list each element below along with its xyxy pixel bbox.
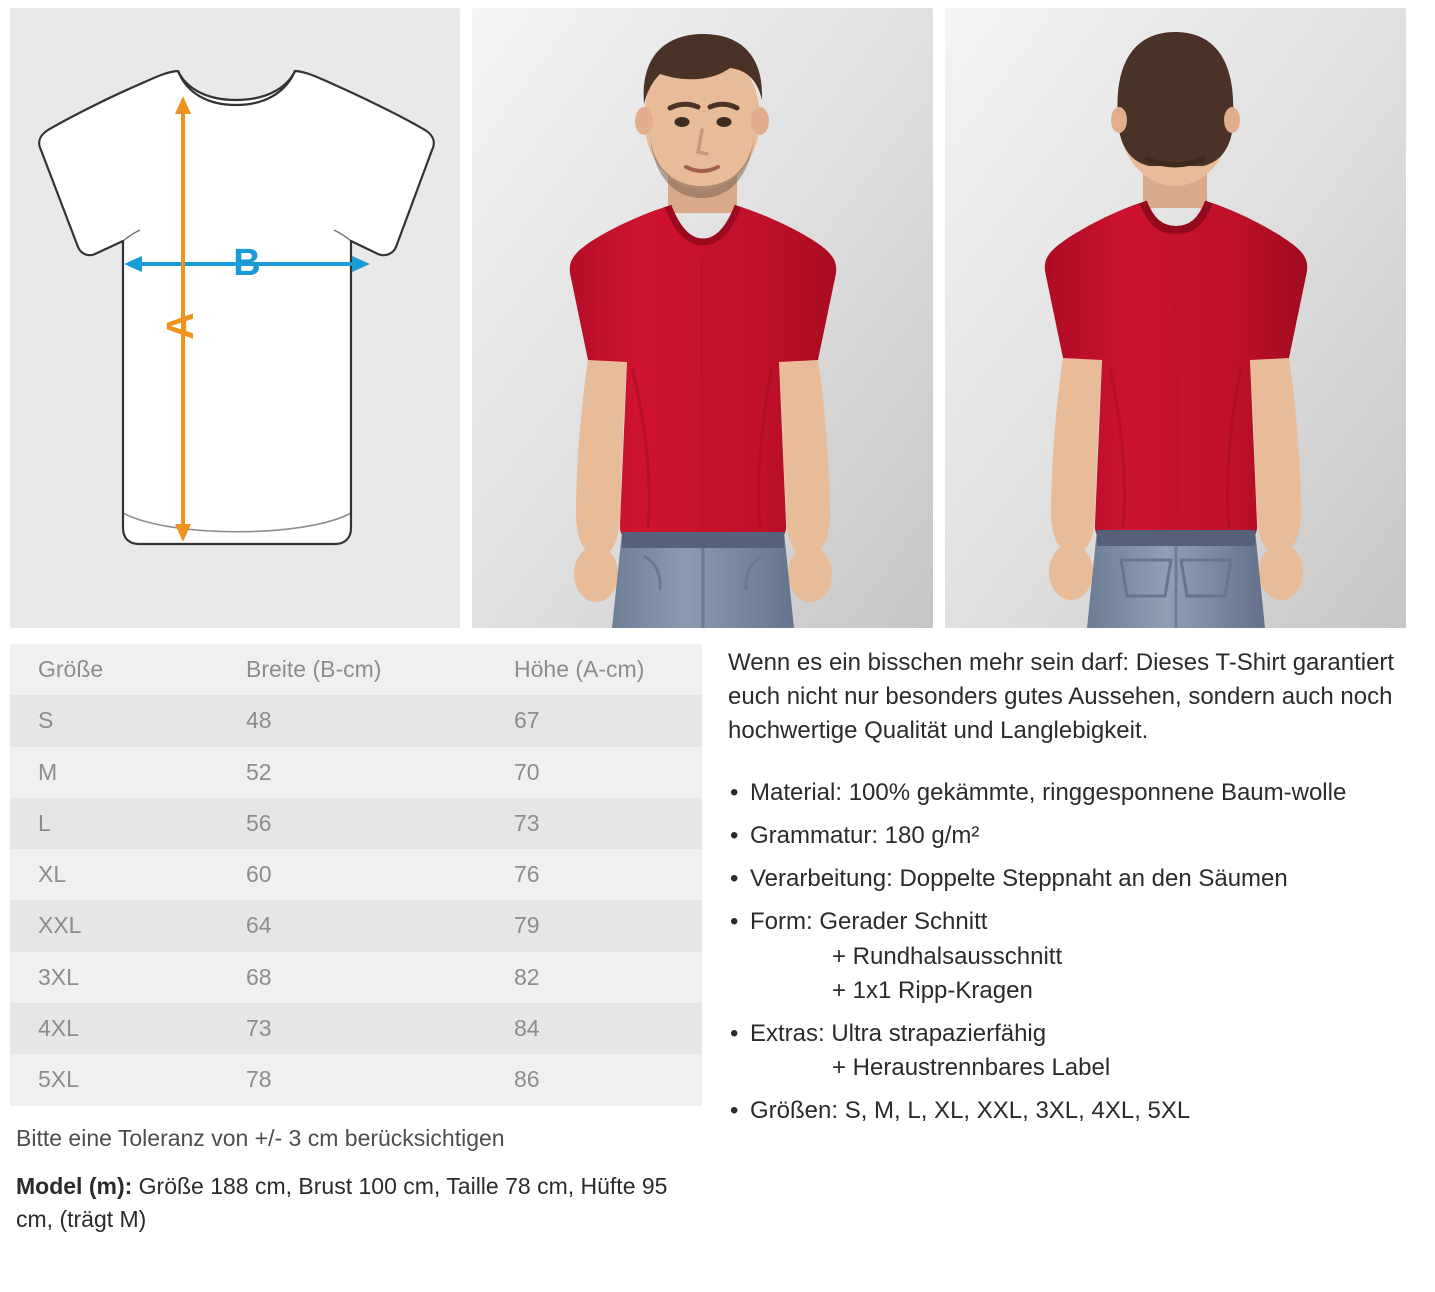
- tshirt-diagram-icon: [10, 8, 460, 628]
- model-front-photo: [472, 8, 933, 628]
- cell-width: 52: [246, 758, 272, 785]
- feature-text: Verarbeitung: Doppelte Steppnaht an den Säumen: [750, 865, 1288, 893]
- feature-list: [728, 776, 1418, 1128]
- column-header-size: Größe: [38, 656, 104, 682]
- cell-size: M: [38, 758, 58, 785]
- measurement-diagram-panel: [10, 8, 460, 628]
- feature-subitem: + Heraustrennbares Label: [832, 1053, 1111, 1081]
- model-label: Model (m):: [16, 1172, 133, 1199]
- cell-height: 70: [514, 758, 540, 785]
- cell-height: 84: [514, 1015, 540, 1042]
- feature-text: Form: Gerader Schnitt: [750, 908, 988, 936]
- cell-size: S: [38, 707, 54, 734]
- list-item: [728, 1094, 1418, 1128]
- cell-size: 3XL: [38, 963, 79, 990]
- list-item: [728, 905, 1418, 1007]
- table-row: [10, 900, 702, 951]
- size-table: [10, 644, 702, 1106]
- model-front-illustration: [472, 8, 933, 628]
- cell-width: 64: [246, 912, 272, 939]
- cell-size: 5XL: [38, 1066, 79, 1093]
- feature-subitem: + Rundhalsausschnitt: [832, 942, 1063, 970]
- list-item: [728, 776, 1418, 810]
- table-header-row: [10, 644, 702, 695]
- tolerance-note: Bitte eine Toleranz von +/- 3 cm berücksichtigen: [16, 1124, 505, 1151]
- cell-width: 60: [246, 861, 272, 888]
- list-item: [728, 819, 1418, 853]
- table-row: [10, 952, 702, 1003]
- cell-width: 78: [246, 1066, 272, 1093]
- details-section: [0, 628, 1435, 1236]
- description-column: [728, 644, 1418, 1236]
- product-image-strip: [0, 0, 1435, 628]
- column-header-height: Höhe (A-cm): [514, 656, 645, 682]
- cell-size: XXL: [38, 912, 82, 939]
- column-header-width: Breite (B-cm): [246, 656, 382, 682]
- feature-text: Grammatur: 180 g/m²: [750, 822, 980, 850]
- svg-text:A: A: [160, 312, 202, 340]
- model-back-illustration: [945, 8, 1406, 628]
- cell-height: 86: [514, 1066, 540, 1093]
- model-back-photo: [945, 8, 1406, 628]
- cell-size: 4XL: [38, 1015, 79, 1042]
- cell-width: 73: [246, 1015, 272, 1042]
- list-item: [728, 1017, 1418, 1085]
- table-row: [10, 798, 702, 849]
- feature-subitem: + 1x1 Ripp-Kragen: [832, 976, 1033, 1004]
- feature-text: Größen: S, M, L, XL, XXL, 3XL, 4XL, 5XL: [750, 1096, 1191, 1124]
- cell-width: 68: [246, 963, 272, 990]
- table-row: [10, 747, 702, 798]
- svg-text:B: B: [233, 242, 261, 284]
- description-intro: Wenn es ein bisschen mehr sein darf: Dieses T-Shirt garantiert euch nicht nur besonders gutes Aussehen, sondern auch noch hochwertige Qualität und Langlebigkeit.: [728, 649, 1395, 745]
- cell-height: 73: [514, 809, 540, 836]
- feature-text: Material: 100% gekämmte, ringgesponnene Baum-wolle: [750, 779, 1347, 807]
- cell-height: 79: [514, 912, 540, 939]
- cell-width: 56: [246, 809, 272, 836]
- size-table-column: [10, 644, 710, 1236]
- cell-height: 76: [514, 861, 540, 888]
- model-info: [16, 1170, 710, 1237]
- cell-size: L: [38, 809, 51, 836]
- cell-height: 82: [514, 963, 540, 990]
- table-row: [10, 695, 702, 746]
- cell-width: 48: [246, 707, 272, 734]
- cell-size: XL: [38, 861, 67, 888]
- table-row: [10, 1054, 702, 1105]
- feature-text: Extras: Ultra strapazierfähig: [750, 1019, 1047, 1047]
- list-item: [728, 862, 1418, 896]
- model-values: Größe 188 cm, Brust 100 cm, Taille 78 cm, Hüfte 95 cm, (trägt M): [16, 1172, 668, 1233]
- cell-height: 67: [514, 707, 540, 734]
- table-row: [10, 1003, 702, 1054]
- table-row: [10, 849, 702, 900]
